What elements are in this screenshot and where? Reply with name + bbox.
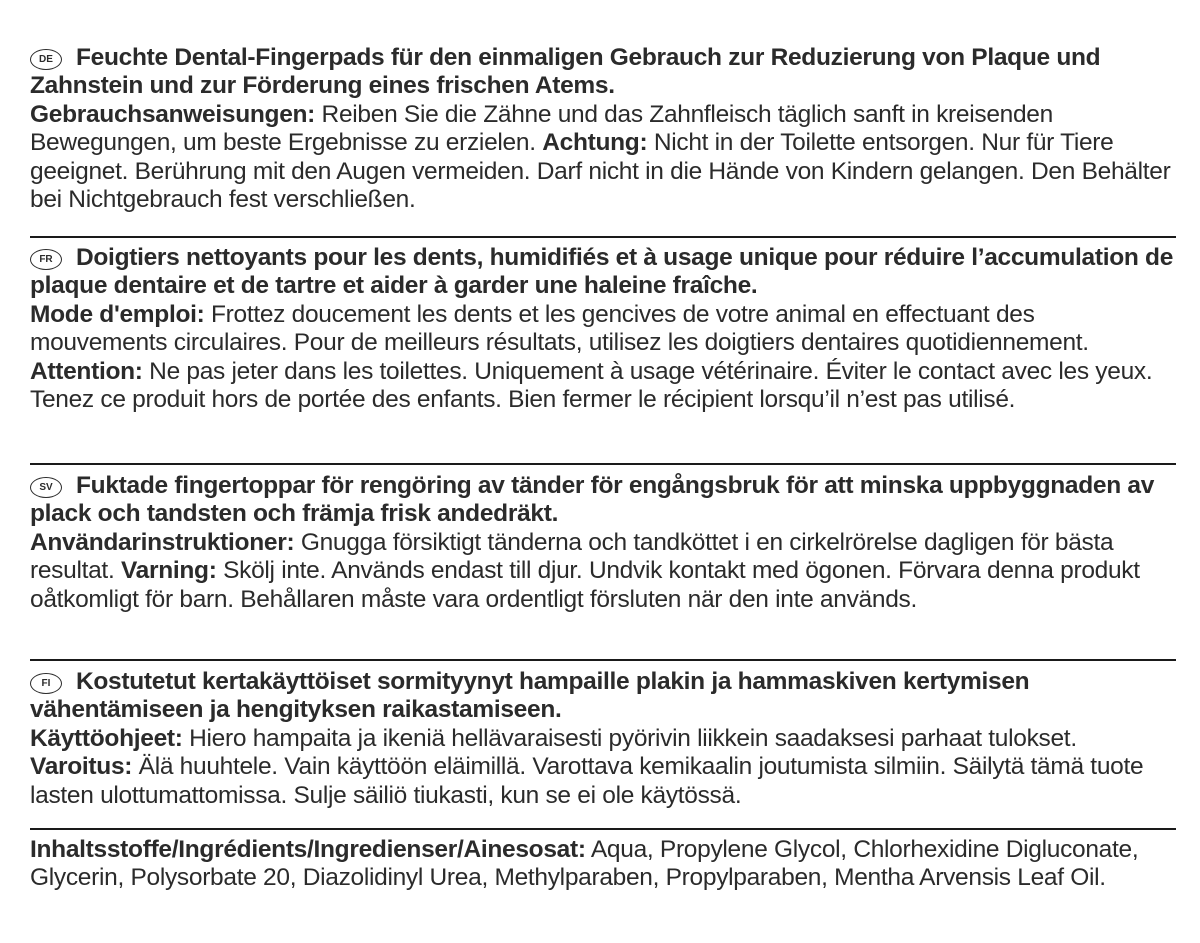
caution-text: Älä huuhtele. Vain käyttöön eläimillä. Varottava kemikaalin joutumista silmiin. Säilytä tämä tuote lasten ulottumattomissa. Sulje säiliö tiukasti, kun se ei ole käytössä. [30,753,1144,809]
divider [30,463,1176,465]
language-badge-fi: FI [30,673,62,694]
ingredients-text: Aqua, Propylene Glycol, Chlorhexidine Digluconate, Glycerin, Polysorbate 20, Diazolidinyl Urea, Methylparaben, Propylparaben, Mentha Arvensis Leaf Oil. [30,836,1139,892]
divider [30,236,1176,238]
section-heading [30,244,1176,301]
section-heading [30,44,1176,101]
caution-text: Nicht in der Toilette entsorgen. Nur für Tiere geeignet. Berührung mit den Augen vermeiden. Darf nicht in die Hände von Kindern gelangen. Den Behälter bei Nichtgebrauch fest verschließen. [30,129,1171,214]
caution-label: Achtung: [542,129,648,157]
section-sv [30,472,1176,614]
caution-text: Ne pas jeter dans les toilettes. Uniquement à usage vétérinaire. Éviter le contact avec les yeux. Tenez ce produit hors de portée des enfants. Bien fermer le récipient lorsqu’il n’est pas utilisé. [30,357,1153,414]
section-body [30,529,1176,614]
section-body [30,301,1176,415]
heading-text: Fuktade fingertoppar för rengöring av tänder för engångsbruk för att minska uppbyggnaden av plack och tandsten och främja frisk andedräkt. [30,472,1155,528]
section-de [30,44,1176,214]
usage-label: Användarinstruktioner: [30,528,295,556]
ingredients-label: Inhaltsstoffe/Ingrédients/Ingredienser/Ainesosat: [30,836,586,863]
section-fr [30,244,1176,414]
usage-text: Reiben Sie die Zähne und das Zahnfleisch täglich sanft in kreisenden Bewegungen, um beste Ergebnisse zu erzielen. [30,100,1053,157]
language-badge-de: DE [30,49,62,70]
caution-label: Varning: [120,557,217,585]
section-ingredients [30,836,1176,893]
section-fi [30,668,1176,810]
caution-label: Varoitus: [30,753,133,781]
caution-text: Skölj inte. Används endast till djur. Undvik kontakt med ögonen. Förvara denna produkt oåtkomligt för barn. Behållaren måste vara ordentligt försluten när den inte används. [30,557,1140,613]
section-body [30,725,1176,810]
section-heading [30,472,1176,529]
usage-label: Mode d'emploi: [30,300,205,328]
usage-text: Hiero hampaita ja ikeniä hellävaraisesti pyörivin liikkein saadaksesi parhaat tulokset. [182,724,1077,752]
heading-text: Kostutetut kertakäyttöiset sormityynyt hampaille plakin ja hammaskiven kertymisen vähentämiseen ja hengityksen raikastamiseen. [30,668,1030,724]
section-body [30,101,1176,215]
divider [30,828,1176,830]
caution-label: Attention: [30,357,143,385]
usage-text: Gnugga försiktigt tänderna och tandköttet i en cirkelrörelse dagligen för bästa resultat. [30,528,1114,585]
section-heading [30,668,1176,725]
usage-text: Frottez doucement les dents et les gencives de votre animal en effectuant des mouvements circulaires. Pour de meilleurs résultats, utilisez les doigtiers dentaires quotidiennement. [30,300,1089,357]
divider [30,659,1176,661]
heading-text: Feuchte Dental-Fingerpads für den einmaligen Gebrauch zur Reduzierung von Plaque und Zahnstein und zur Förderung eines frischen Atems. [30,44,1101,100]
usage-label: Käyttöohjeet: [30,724,183,752]
heading-text: Doigtiers nettoyants pour les dents, humidifiés et à usage unique pour réduire l’accumulation de plaque dentaire et de tartre et aider à garder une haleine fraîche. [30,244,1174,300]
section-body [30,836,1176,893]
usage-label: Gebrauchsanweisungen: [30,100,316,128]
language-badge-fr: FR [30,249,62,270]
language-badge-sv: SV [30,477,62,498]
